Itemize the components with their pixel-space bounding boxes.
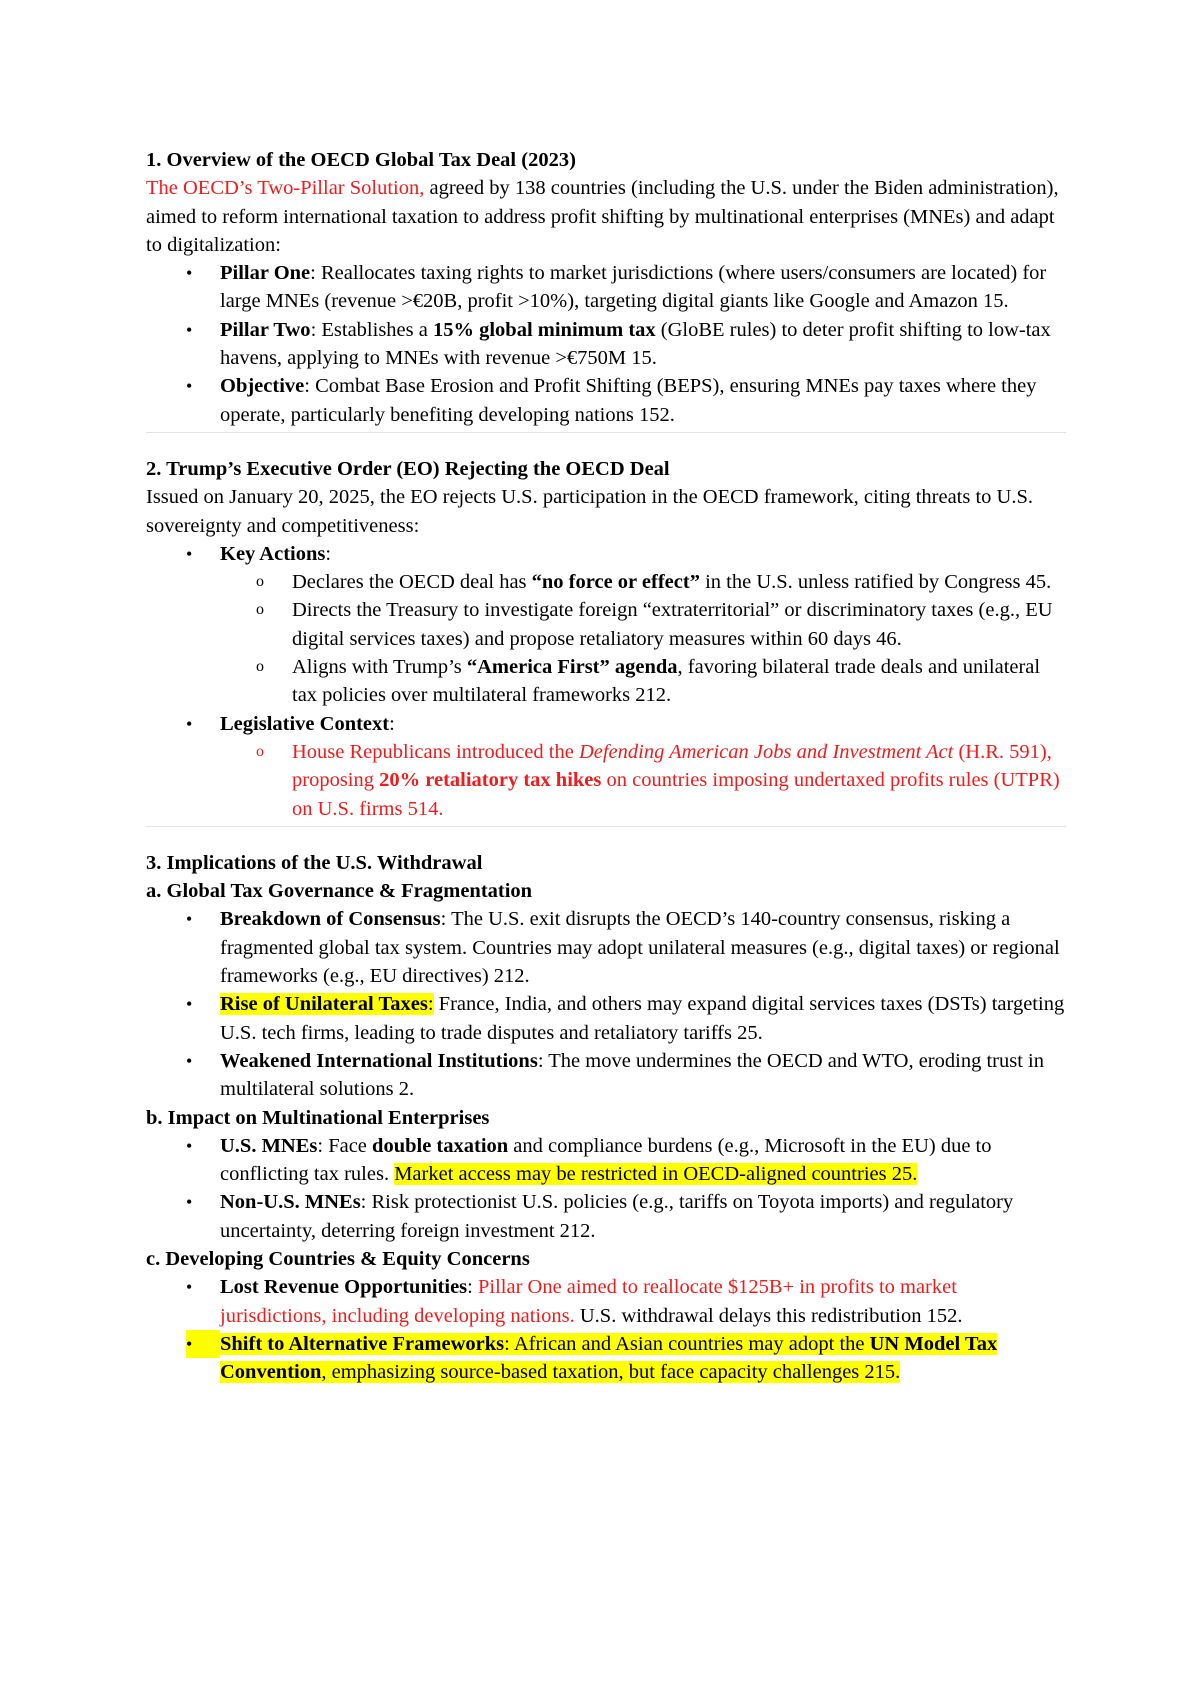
item-text: : Combat Base Erosion and Profit Shifting (BEPS), ensuring MNEs pay taxes where they operate, particularly benefiting developing nations 152.	[220, 375, 1037, 426]
item-text: :	[427, 993, 434, 1016]
list-item-pillar-one	[146, 259, 1066, 316]
item-text: : The move undermines the OECD and WTO, eroding trust in multilateral solutions 2.	[220, 1049, 1044, 1101]
item-text: U.S. withdrawal delays this redistribution 152.	[574, 1304, 963, 1327]
bullet-icon: •	[186, 1330, 220, 1358]
bullet-icon: •	[186, 994, 193, 1015]
list-item-unilateral-taxes	[146, 990, 1066, 1047]
item-text: Declares the OECD deal has	[292, 571, 532, 594]
section-1-intro	[146, 174, 1066, 259]
item-label: U.S. MNEs	[220, 1134, 318, 1157]
item-text: (H.R. 591), proposing	[292, 740, 1052, 792]
item-emphasis: double taxation	[372, 1134, 509, 1157]
eo-list	[146, 540, 1066, 823]
item-label: Lost Revenue Opportunities	[220, 1276, 468, 1299]
item-label: Weakened International Institutions	[220, 1049, 538, 1072]
bullet-icon: •	[186, 1277, 193, 1298]
subsection-a-heading: a. Global Tax Governance & Fragmentation	[146, 880, 533, 903]
item-text: in the U.S. unless ratified by Congress 45.	[699, 571, 1052, 594]
bullet-icon: •	[186, 263, 193, 284]
list-item-weakened-institutions	[146, 1047, 1066, 1104]
item-label: Pillar One	[220, 262, 311, 285]
item-text: and compliance burdens (e.g., Microsoft in the EU) due to conflicting tax rules.	[220, 1134, 992, 1186]
item-text: Aligns with Trump’s	[292, 656, 467, 679]
list-item-alternative-frameworks	[146, 1330, 1066, 1387]
item-label: Key Actions	[220, 542, 326, 565]
circle-bullet-icon: o	[256, 601, 264, 619]
item-label: Objective	[220, 375, 305, 398]
highlighted-text: , emphasizing source-based taxation, but face capacity challenges 215.	[321, 1361, 901, 1384]
red-text: Pillar One aimed to reallocate $125B+ in profits to market jurisdictions, including developing nations.	[220, 1276, 957, 1327]
item-text: House Republicans introduced the	[292, 740, 579, 763]
circle-bullet-icon: o	[256, 573, 264, 591]
section-3-heading: 3. Implications of the U.S. Withdrawal	[146, 851, 483, 874]
developing-list	[146, 1273, 1066, 1386]
pillar-list	[146, 259, 1066, 429]
list-item-lost-revenue	[146, 1273, 1066, 1330]
section-executive-order	[146, 455, 1066, 827]
item-text: :	[389, 712, 395, 735]
sub-item-house-republicans	[146, 738, 1066, 823]
sub-item-treasury	[146, 596, 1066, 653]
item-label: Breakdown of Consensus	[220, 908, 441, 931]
circle-bullet-icon: o	[256, 742, 264, 760]
section-2-intro: Issued on January 20, 2025, the EO rejects U.S. participation in the OECD framework, citing threats to U.S. sovereignty and competitiveness:	[146, 486, 1034, 537]
item-text: : Risk protectionist U.S. policies (e.g., tariffs on Toyota imports) and regulatory uncertainty, deterring foreign investment 212.	[220, 1191, 1014, 1242]
item-emphasis: “no force or effect”	[531, 571, 700, 594]
intro-red-text: The OECD’s Two-Pillar Solution,	[146, 177, 425, 200]
bullet-icon: •	[186, 909, 193, 930]
item-emphasis: UN Model Tax Convention	[220, 1332, 998, 1384]
item-label: Legislative Context	[220, 712, 390, 735]
item-label: Non-U.S. MNEs	[220, 1191, 361, 1214]
sub-item-america-first	[146, 653, 1066, 710]
section-1-heading: 1. Overview of the OECD Global Tax Deal (2023)	[146, 149, 576, 171]
item-label: Rise of Unilateral Taxes	[220, 993, 428, 1016]
item-text: (GloBE rules) to deter profit shifting to low-tax havens, applying to MNEs with revenue >€750M 15.	[220, 318, 1051, 370]
bullet-icon: •	[186, 1050, 193, 1071]
list-item-legislative-context	[146, 710, 1066, 738]
bullet-icon: •	[186, 1192, 193, 1213]
subsection-b-heading: b. Impact on Multinational Enterprises	[146, 1106, 490, 1129]
item-emphasis: “America First” agenda	[466, 656, 678, 679]
item-text: :	[467, 1276, 478, 1299]
item-text: : Face	[317, 1134, 373, 1157]
highlighted-text: Market access may be restricted in OECD-aligned countries 25.	[394, 1163, 918, 1186]
list-item-non-us-mnes	[146, 1188, 1066, 1245]
subsection-c-heading: c. Developing Countries & Equity Concerns	[146, 1247, 530, 1270]
bullet-icon: •	[186, 713, 193, 734]
act-title: Defending American Jobs and Investment Act	[578, 740, 954, 763]
item-label: Shift to Alternative Frameworks	[220, 1332, 505, 1355]
governance-list	[146, 905, 1066, 1103]
list-item-objective	[146, 372, 1066, 429]
list-item-breakdown	[146, 905, 1066, 990]
item-text: : The U.S. exit disrupts the OECD’s 140-country consensus, risking a fragmented global tax system. Countries may adopt unilateral measures (e.g., digital taxes) or regional frameworks (e.g., EU directives) 212.	[220, 908, 1060, 988]
intro-text: agreed by 138 countries (including the U.S. under the Biden administration), aimed to reform international taxation to address profit shifting by multinational enterprises (MNEs) and adapt to digitalization:	[146, 177, 1059, 256]
item-emphasis: 20% retaliatory tax hikes	[379, 769, 602, 792]
bullet-icon: •	[186, 376, 193, 397]
section-implications	[146, 849, 1066, 1387]
bullet-icon: •	[186, 319, 193, 340]
item-text: :	[325, 542, 332, 565]
item-label: Pillar Two	[220, 318, 311, 341]
item-text: :	[504, 1332, 514, 1355]
item-text: : Reallocates taxing rights to market jurisdictions (where users/consumers are located) for large MNEs (revenue >€20B, profit >10%), targeting digital giants like Google and Amazon 15.	[220, 262, 1047, 313]
section-overview	[146, 146, 1066, 433]
item-text: : Establishes a	[310, 318, 433, 341]
item-text: on countries imposing undertaxed profits rules (UTPR) on U.S. firms 514.	[292, 769, 1060, 820]
circle-bullet-icon: o	[256, 658, 264, 676]
item-text: , favoring bilateral trade deals and unilateral tax policies over multilateral frameworks 212.	[292, 656, 1041, 707]
bullet-icon: •	[186, 1135, 193, 1156]
item-text: France, India, and others may expand digital services taxes (DSTs) targeting U.S. tech firms, leading to trade disputes and retaliatory tariffs 25.	[220, 993, 1065, 1044]
document-content	[146, 146, 1066, 1386]
list-item-pillar-two	[146, 316, 1066, 373]
item-emphasis: 15% global minimum tax	[432, 318, 656, 341]
sub-item-no-force	[146, 568, 1066, 596]
mne-list	[146, 1132, 1066, 1245]
list-item-us-mnes	[146, 1132, 1066, 1189]
item-text: Directs the Treasury to investigate foreign “extraterritorial” or discriminatory taxes (e.g., EU digital services taxes) and propose retaliatory measures within 60 days 46.	[292, 599, 1053, 650]
section-2-heading: 2. Trump’s Executive Order (EO) Rejecting the OECD Deal	[146, 457, 670, 480]
bullet-icon: •	[186, 543, 193, 564]
highlighted-text: African and Asian countries may adopt the	[513, 1332, 870, 1355]
list-item-key-actions	[146, 540, 1066, 568]
